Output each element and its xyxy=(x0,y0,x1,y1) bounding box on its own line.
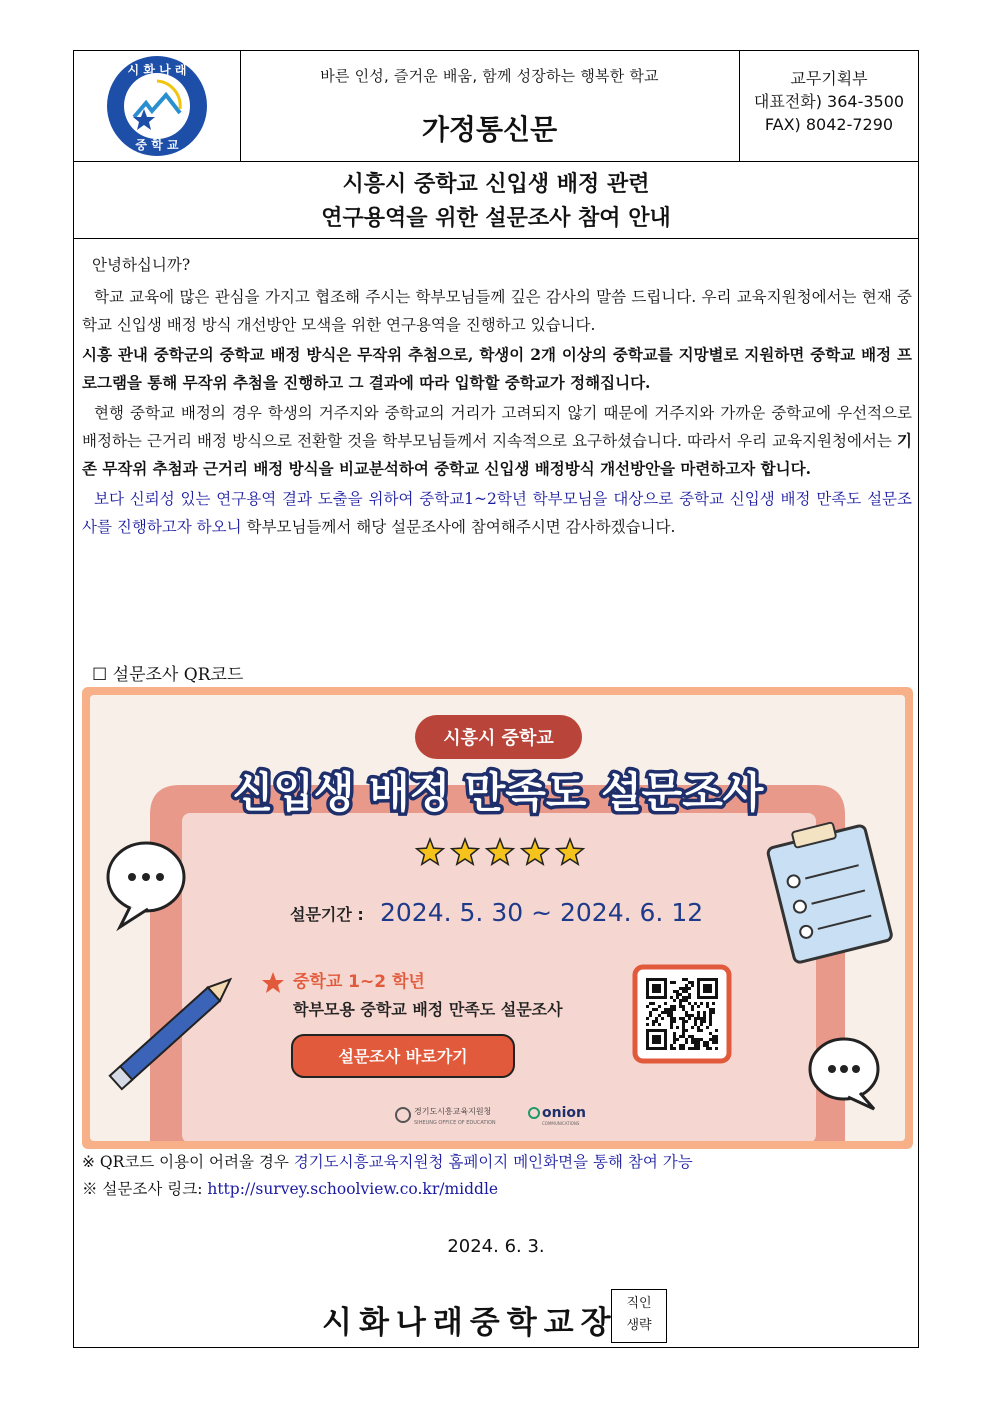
qr-heading: ☐ 설문조사 QR코드 xyxy=(92,665,244,685)
banner-background xyxy=(90,695,905,1141)
banner-pill-text: 시흥시 중학교 xyxy=(443,728,554,749)
contact-cell xyxy=(739,51,919,161)
note-1-emphasis: 경기도시흥교육지원청 홈페이지 메인화면을 통해 참여 가능 xyxy=(293,1153,693,1171)
phone: 대표전화) 364-3500 xyxy=(753,92,905,111)
paragraph-3 xyxy=(82,399,912,483)
paragraph-4-text: 학부모님들께서 해당 설문조사에 참여해주시면 감사하겠습니다. xyxy=(241,518,676,536)
header-table xyxy=(74,51,918,162)
svg-text:중 학 교: 중 학 교 xyxy=(135,138,179,152)
title-line-2: 연구용역을 위한 설문조사 참여 안내 xyxy=(321,205,671,231)
notice-title xyxy=(74,161,918,239)
official-seal xyxy=(611,1289,667,1343)
target-description: 학부모용 중학교 배정 만족도 설문조사 xyxy=(293,1000,563,1019)
banner-headline: 신입생 배정 만족도 설문조사 xyxy=(232,768,764,817)
department: 교무기획부 xyxy=(790,69,868,88)
seal-line-1: 직인 xyxy=(626,1296,652,1311)
period-separator: ~ xyxy=(531,898,553,927)
note-1 xyxy=(82,1149,693,1176)
note-1-text: ※ QR코드 이용이 어려울 경우 xyxy=(82,1153,294,1171)
greeting: 안녕하십니까? xyxy=(92,256,191,274)
survey-banner[interactable] xyxy=(82,687,913,1149)
onion-logo: onion xyxy=(542,1105,586,1121)
education-office-logo-sub: SIHEUNG OFFICE OF EDUCATION xyxy=(414,1120,496,1126)
note-2-text: ※ 설문조사 링크: xyxy=(82,1180,208,1198)
education-office-logo: 경기도시흥교육지원청 xyxy=(414,1107,492,1116)
logo-cell xyxy=(74,51,241,161)
document-frame xyxy=(73,50,919,1348)
paragraph-3-emphasis: 기존 무작위 추첨과 근거리 배정 방식을 비교분석하여 중학교 신입생 배정방식 개선방안을 마련하고자 합니다. xyxy=(82,431,912,478)
school-logo xyxy=(74,51,240,161)
title-line-1: 시흥시 중학교 신입생 배정 관련 xyxy=(342,171,650,197)
period-end: 2024. 6. 12 xyxy=(560,898,704,927)
paragraph-4-emphasis: 보다 신뢰성 있는 연구용역 결과 도출을 위하여 중학교1~2학년 학부모님을 대상으로 중학교 신입생 배정 만족도 설문조사를 진행하고자 하오니 xyxy=(82,490,912,536)
paragraph-2: 시흥 관내 중학군의 중학교 배정 방식은 무작위 추첨으로, 학생이 2개 이상의 중학교를 지망별로 지원하면 중학교 배정 프로그램을 통해 무작위 추첨을 진행하고 그 결과에 따라 입학할 중학교가 정해집니다. xyxy=(82,345,912,392)
period-label: 설문기간 : xyxy=(290,905,364,924)
survey-link[interactable]: http://survey.schoolview.co.kr/middle xyxy=(207,1180,499,1198)
target-grade: 중학교 1~2 학년 xyxy=(293,972,425,992)
survey-period xyxy=(380,898,703,927)
notice-body xyxy=(82,251,912,541)
period-start: 2024. 5. 30 xyxy=(380,898,524,927)
note-2 xyxy=(82,1176,693,1203)
svg-text:시 화 나 래: 시 화 나 래 xyxy=(127,63,187,77)
header-title-cell xyxy=(240,51,740,161)
paragraph-4 xyxy=(82,485,912,541)
principal-signature: 시화나래중학교장 xyxy=(322,1305,618,1341)
paragraph-1: 학교 교육에 많은 관심을 가지고 협조해 주시는 학부모님들께 깊은 감사의 말씀 드립니다. 우리 교육지원청에서는 현재 중학교 신입생 배정 방식 개선방안 모색을 위한 연구용역을 진행하고 있습니다. xyxy=(82,288,912,334)
seal-line-2: 생략 xyxy=(626,1318,652,1333)
fax: FAX) 8042-7290 xyxy=(764,115,894,134)
document-type: 가정통신문 xyxy=(421,113,558,146)
survey-link-label: 설문조사 바로가기 xyxy=(338,1047,468,1066)
banner-graphic xyxy=(90,695,905,1141)
issue-date: 2024. 6. 3. xyxy=(447,1236,545,1257)
paragraph-3-text: 현행 중학교 배정의 경우 학생의 거주지와 중학교의 거리가 고려되지 않기 때문에 거주지와 가까운 중학교에 우선적으로 배정하는 근거리 배정 방식으로 전환할 것을 학부모님들께서 지속적으로 요구하셨습니다. 따라서 우리 교육지원청에서는 xyxy=(82,404,912,450)
school-slogan: 바른 인성, 즐거운 배움, 함께 성장하는 행복한 학교 xyxy=(320,67,659,85)
onion-logo-sub: COMMUNICATIONS xyxy=(542,1121,580,1126)
notes xyxy=(82,1149,693,1203)
